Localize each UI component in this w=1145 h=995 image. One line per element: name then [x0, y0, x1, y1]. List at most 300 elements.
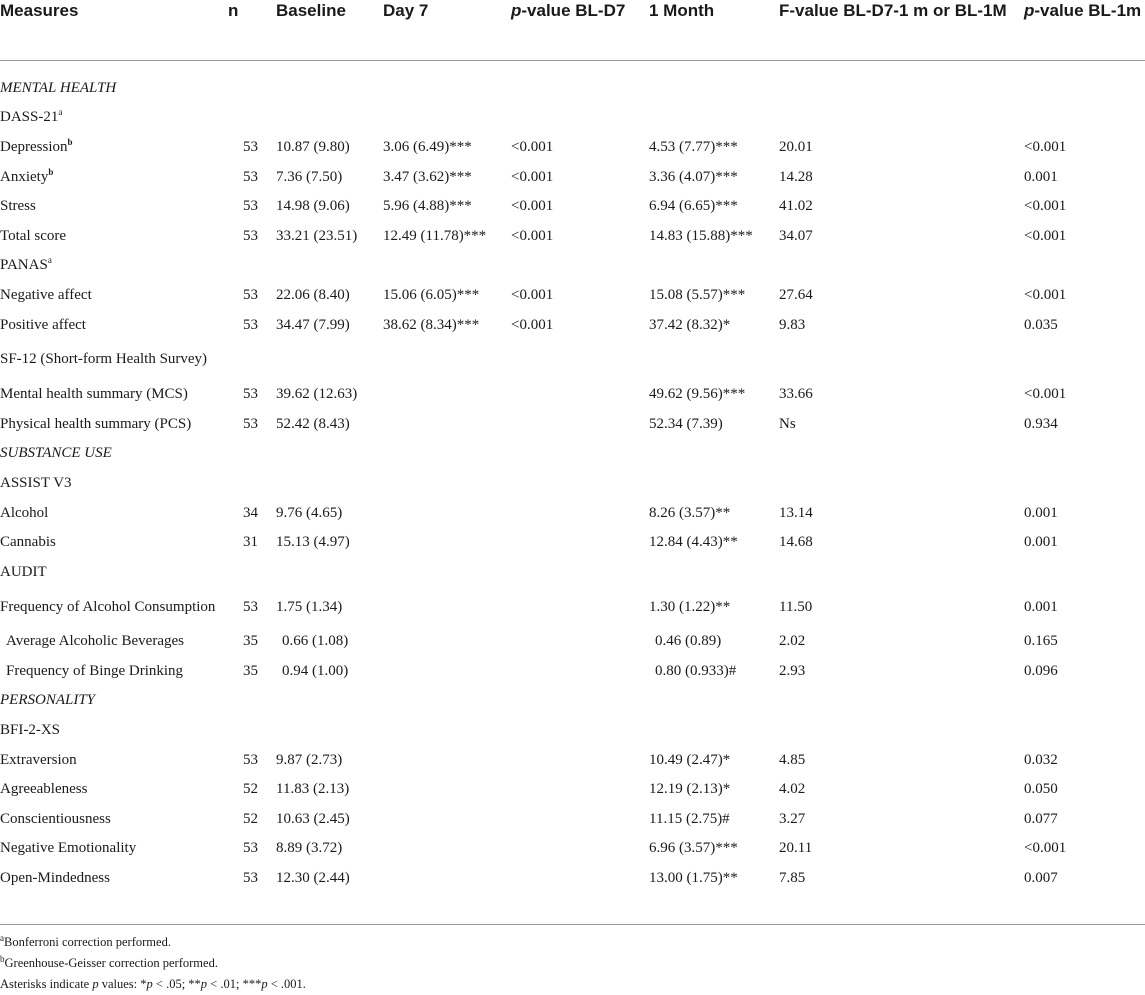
cell-day7 [383, 587, 511, 627]
measure-label-text: SF-12 (Short-form Health Survey) [0, 351, 208, 368]
note-asterisks-text: < .01; *** [207, 977, 262, 991]
cell-baseline: 1.75 (1.34) [276, 598, 343, 615]
footnote-marker: a [47, 255, 52, 266]
header-p-bl-1m-italic: p [1024, 1, 1035, 20]
table-row [0, 863, 1145, 893]
note-a-marker: a [0, 932, 4, 943]
measure-label-text: Depression [0, 138, 68, 155]
measure-label-text: Cannabis [0, 534, 56, 551]
group-row [0, 468, 1145, 498]
note-asterisks-p: p [200, 977, 208, 991]
cell-p-d7: <0.001 [511, 138, 554, 155]
cell-p-d7 [511, 339, 649, 379]
table-row [0, 834, 1145, 864]
cell-n [228, 251, 276, 281]
cell-f [779, 61, 1024, 103]
measure-label [0, 251, 228, 281]
note-b [0, 953, 1145, 974]
measure-label [0, 527, 228, 557]
cell-p-d7 [511, 774, 649, 804]
cell-month1 [649, 439, 779, 469]
measure-label [0, 379, 228, 409]
cell-baseline [276, 339, 383, 379]
cell-n: 53 [243, 386, 258, 403]
cell-month1 [649, 339, 779, 379]
cell-f: 34.07 [779, 227, 813, 244]
cell-p-d7 [511, 409, 649, 439]
cell-day7 [383, 439, 511, 469]
cell-day7 [383, 103, 511, 133]
cell-n: 53 [243, 198, 258, 215]
cell-p-d7 [511, 557, 649, 587]
cell-n: 53 [243, 598, 258, 615]
table-row [0, 162, 1145, 192]
measure-label [0, 557, 228, 587]
cell-p-1m: <0.001 [1024, 138, 1067, 155]
cell-n: 53 [243, 840, 258, 857]
measure-label-text: Stress [0, 198, 36, 215]
cell-n: 31 [243, 534, 258, 551]
note-a-text: Bonferroni correction performed. [4, 935, 171, 949]
cell-f: 27.64 [779, 286, 813, 303]
cell-f [779, 439, 1024, 469]
cell-day7 [383, 863, 511, 893]
cell-month1: 37.42 (8.32)* [649, 316, 731, 333]
header-1month: 1 Month [649, 0, 779, 61]
table-row [0, 627, 1145, 657]
cell-day7 [383, 656, 511, 686]
header-p-bl-d7 [511, 0, 649, 61]
table-body [0, 61, 1145, 893]
cell-f: 14.68 [779, 534, 813, 551]
header-fvalue: F-value BL-D7-1 m or BL-1M [779, 0, 1024, 61]
note-asterisks-p: p [92, 977, 99, 991]
footnote-marker: b [67, 136, 73, 147]
note-a [0, 932, 1145, 953]
cell-f: 7.85 [779, 870, 806, 887]
cell-f [779, 715, 1024, 745]
measure-label-text: Frequency of Binge Drinking [6, 662, 184, 679]
measure-label [0, 162, 228, 192]
cell-n: 35 [243, 633, 258, 650]
note-b-text: Greenhouse-Geisser correction performed. [4, 956, 218, 970]
cell-n [228, 439, 276, 469]
cell-month1 [649, 715, 779, 745]
cell-p-d7 [511, 587, 649, 627]
cell-p-d7 [511, 656, 649, 686]
cell-f [779, 557, 1024, 587]
footer-divider [0, 924, 1145, 925]
cell-day7 [383, 834, 511, 864]
cell-n [228, 557, 276, 587]
table-row [0, 527, 1145, 557]
cell-n: 53 [243, 751, 258, 768]
cell-n: 53 [243, 286, 258, 303]
cell-baseline: 14.98 (9.06) [276, 198, 350, 215]
cell-p-1m [1024, 468, 1145, 498]
cell-day7 [383, 527, 511, 557]
cell-baseline: 52.42 (8.43) [276, 415, 350, 432]
section-row [0, 61, 1145, 103]
note-b-marker: b [0, 953, 5, 964]
cell-n [228, 715, 276, 745]
measure-label [0, 61, 228, 103]
measure-label [0, 715, 228, 745]
cell-p-d7 [511, 379, 649, 409]
cell-p-d7 [511, 527, 649, 557]
measure-label [0, 587, 228, 627]
cell-n [228, 61, 276, 103]
measure-label [0, 439, 228, 469]
cell-p-d7 [511, 61, 649, 103]
cell-f: 20.11 [779, 840, 813, 857]
cell-day7 [383, 557, 511, 587]
note-asterisks-text: < .001. [267, 977, 306, 991]
cell-f: 2.93 [779, 662, 806, 679]
measure-label [0, 409, 228, 439]
cell-day7 [383, 498, 511, 528]
table-row [0, 191, 1145, 221]
table-row [0, 221, 1145, 251]
measure-label [0, 191, 228, 221]
cell-baseline: 9.76 (4.65) [276, 504, 343, 521]
cell-p-d7 [511, 686, 649, 716]
cell-month1: 0.80 (0.933)# [655, 662, 737, 679]
group-row [0, 103, 1145, 133]
measure-label-text: PANAS [0, 257, 48, 274]
note-asterisks-p: p [261, 977, 268, 991]
section-row [0, 686, 1145, 716]
footnote-marker: a [58, 107, 63, 118]
measure-label [0, 132, 228, 162]
measure-label [0, 804, 228, 834]
cell-month1: 1.30 (1.22)** [649, 598, 731, 615]
cell-p-d7 [511, 804, 649, 834]
measure-label-text: AUDIT [0, 563, 47, 580]
measure-label-text: SUBSTANCE USE [0, 445, 112, 462]
cell-p-d7 [511, 745, 649, 775]
table-header [0, 0, 1145, 61]
cell-day7 [383, 61, 511, 103]
measure-label [0, 468, 228, 498]
cell-p-1m: 0.050 [1024, 781, 1058, 798]
table-notes [0, 932, 1145, 995]
header-n-label: n [228, 1, 239, 20]
cell-n [228, 468, 276, 498]
cell-p-d7 [511, 468, 649, 498]
group-row [0, 715, 1145, 745]
measure-label-text: ASSIST V3 [0, 474, 72, 491]
cell-f [779, 339, 1024, 379]
cell-month1: 13.00 (1.75)** [649, 870, 738, 887]
cell-month1: 8.26 (3.57)** [649, 504, 731, 521]
cell-f: 11.50 [779, 598, 813, 615]
measure-label-text: Extraversion [0, 751, 77, 768]
cell-p-1m: 0.934 [1024, 415, 1058, 432]
cell-p-1m [1024, 686, 1145, 716]
cell-p-1m: 0.001 [1024, 504, 1058, 521]
header-n [228, 0, 276, 61]
cell-month1 [649, 686, 779, 716]
cell-day7 [383, 251, 511, 281]
cell-day7 [383, 379, 511, 409]
table-row [0, 587, 1145, 627]
cell-p-d7: <0.001 [511, 198, 554, 215]
measure-label [0, 686, 228, 716]
measure-label [0, 656, 228, 686]
cell-baseline: 34.47 (7.99) [276, 316, 350, 333]
cell-f: 3.27 [779, 810, 806, 827]
table-row [0, 804, 1145, 834]
cell-f: 41.02 [779, 198, 813, 215]
header-p-bl-1m-rest: -value BL-1m [1034, 1, 1142, 20]
cell-f: 9.83 [779, 316, 806, 333]
cell-p-1m: <0.001 [1024, 386, 1067, 403]
cell-p-d7 [511, 834, 649, 864]
cell-p-1m [1024, 339, 1145, 379]
measure-label-text: Positive affect [0, 316, 86, 333]
cell-n: 53 [243, 415, 258, 432]
cell-f: 13.14 [779, 504, 813, 521]
cell-day7 [383, 774, 511, 804]
cell-n: 53 [243, 227, 258, 244]
cell-n: 52 [243, 810, 258, 827]
table-row [0, 379, 1145, 409]
cell-month1: 49.62 (9.56)*** [649, 386, 746, 403]
cell-baseline: 0.66 (1.08) [282, 633, 349, 650]
cell-baseline: 15.13 (4.97) [276, 534, 350, 551]
header-p-bl-d7-italic: p [511, 1, 522, 20]
measure-label-text: Agreeableness [0, 781, 88, 798]
cell-p-d7 [511, 251, 649, 281]
group-row [0, 557, 1145, 587]
cell-month1 [649, 468, 779, 498]
cell-baseline [276, 557, 383, 587]
cell-p-1m: 0.001 [1024, 598, 1058, 615]
cell-n: 53 [243, 316, 258, 333]
cell-f [779, 468, 1024, 498]
table-row [0, 409, 1145, 439]
cell-f: 14.28 [779, 168, 813, 185]
cell-month1: 11.15 (2.75)# [649, 810, 730, 827]
measure-label-text: MENTAL HEALTH [0, 79, 117, 96]
table-row [0, 280, 1145, 310]
cell-month1 [649, 61, 779, 103]
section-row [0, 439, 1145, 469]
cell-p-1m: 0.007 [1024, 870, 1058, 887]
header-baseline: Baseline [276, 0, 383, 61]
cell-p-d7 [511, 439, 649, 469]
header-p-bl-1m [1024, 0, 1145, 61]
cell-f: 33.66 [779, 386, 813, 403]
measure-label-text: Alcohol [0, 504, 49, 521]
cell-baseline [276, 686, 383, 716]
cell-baseline: 9.87 (2.73) [276, 751, 343, 768]
group-row [0, 339, 1145, 379]
cell-f: 4.02 [779, 781, 806, 798]
measure-label [0, 627, 228, 657]
cell-day7: 38.62 (8.34)*** [383, 316, 480, 333]
cell-p-1m: 0.001 [1024, 534, 1058, 551]
cell-baseline: 7.36 (7.50) [276, 168, 343, 185]
measure-label [0, 498, 228, 528]
table-row [0, 774, 1145, 804]
cell-baseline: 10.63 (2.45) [276, 810, 350, 827]
cell-p-1m: <0.001 [1024, 840, 1067, 857]
cell-month1: 0.46 (0.89) [655, 633, 722, 650]
cell-f: Ns [779, 415, 796, 432]
cell-month1 [649, 103, 779, 133]
cell-baseline [276, 715, 383, 745]
cell-baseline: 12.30 (2.44) [276, 870, 350, 887]
cell-month1: 10.49 (2.47)* [649, 751, 731, 768]
measure-label [0, 103, 228, 133]
cell-p-d7 [511, 103, 649, 133]
measure-label [0, 745, 228, 775]
cell-p-d7 [511, 627, 649, 657]
cell-f: 20.01 [779, 138, 813, 155]
measure-label-text: Physical health summary (PCS) [0, 415, 192, 432]
cell-baseline: 22.06 (8.40) [276, 286, 350, 303]
cell-n: 53 [243, 168, 258, 185]
group-row [0, 251, 1145, 281]
note-asterisks-text: Asterisks indicate [0, 977, 93, 991]
note-asterisks-text: values: * [98, 977, 147, 991]
cell-f [779, 103, 1024, 133]
measure-label [0, 221, 228, 251]
cell-day7: 5.96 (4.88)*** [383, 198, 472, 215]
measure-label-text: Mental health summary (MCS) [0, 386, 188, 403]
cell-n: 35 [243, 662, 258, 679]
cell-n [228, 686, 276, 716]
cell-baseline [276, 251, 383, 281]
cell-p-d7: <0.001 [511, 316, 554, 333]
measure-label-text: Total score [0, 227, 67, 244]
measure-label [0, 834, 228, 864]
cell-day7 [383, 409, 511, 439]
cell-p-d7: <0.001 [511, 227, 554, 244]
cell-p-1m: 0.001 [1024, 168, 1058, 185]
cell-baseline: 33.21 (23.51) [276, 227, 358, 244]
measure-label [0, 339, 228, 379]
cell-baseline: 10.87 (9.80) [276, 138, 350, 155]
cell-p-d7 [511, 498, 649, 528]
cell-baseline [276, 439, 383, 469]
cell-month1: 15.08 (5.57)*** [649, 286, 746, 303]
measure-label-text: Negative Emotionality [0, 840, 137, 857]
header-measures: Measures [0, 0, 228, 61]
cell-month1: 12.84 (4.43)** [649, 534, 738, 551]
cell-day7: 3.47 (3.62)*** [383, 168, 472, 185]
note-asterisks [0, 974, 1145, 995]
cell-p-1m: <0.001 [1024, 286, 1067, 303]
cell-n: 53 [243, 870, 258, 887]
cell-day7 [383, 627, 511, 657]
measure-label-text: PERSONALITY [0, 692, 96, 709]
cell-p-1m [1024, 557, 1145, 587]
cell-p-1m [1024, 715, 1145, 745]
measure-label-text: Anxiety [0, 168, 49, 185]
cell-baseline: 8.89 (3.72) [276, 840, 343, 857]
cell-p-1m [1024, 439, 1145, 469]
header-day7: Day 7 [383, 0, 511, 61]
measure-label [0, 310, 228, 340]
cell-p-1m: 0.165 [1024, 633, 1058, 650]
cell-baseline: 11.83 (2.13) [276, 781, 350, 798]
note-asterisks-text: < .05; ** [152, 977, 201, 991]
cell-n [228, 339, 276, 379]
cell-f [779, 251, 1024, 281]
cell-month1: 52.34 (7.39) [649, 415, 723, 432]
cell-baseline [276, 61, 383, 103]
cell-month1 [649, 557, 779, 587]
table-row [0, 498, 1145, 528]
cell-n: 52 [243, 781, 258, 798]
cell-day7: 12.49 (11.78)*** [383, 227, 487, 244]
cell-p-d7: <0.001 [511, 286, 554, 303]
cell-day7: 3.06 (6.49)*** [383, 138, 472, 155]
cell-p-1m [1024, 103, 1145, 133]
cell-p-1m: <0.001 [1024, 227, 1067, 244]
table-row [0, 656, 1145, 686]
cell-p-1m: 0.032 [1024, 751, 1058, 768]
cell-p-1m [1024, 251, 1145, 281]
cell-f: 2.02 [779, 633, 806, 650]
cell-p-1m: 0.035 [1024, 316, 1058, 333]
footnote-marker: b [48, 166, 54, 177]
cell-n [228, 103, 276, 133]
cell-f: 4.85 [779, 751, 806, 768]
measure-label-text: DASS-21 [0, 109, 59, 126]
cell-p-1m: <0.001 [1024, 198, 1067, 215]
cell-month1 [649, 251, 779, 281]
measure-label-text: BFI-2-XS [0, 722, 61, 739]
measure-label-text: Open-Mindedness [0, 870, 110, 887]
header-p-bl-d7-rest: -value BL-D7 [521, 1, 626, 20]
cell-day7 [383, 715, 511, 745]
cell-p-1m: 0.077 [1024, 810, 1058, 827]
cell-month1: 6.94 (6.65)*** [649, 198, 738, 215]
cell-month1: 3.36 (4.07)*** [649, 168, 738, 185]
cell-month1: 12.19 (2.13)* [649, 781, 731, 798]
cell-baseline [276, 103, 383, 133]
note-asterisks-p: p [146, 977, 153, 991]
cell-day7 [383, 339, 511, 379]
measure-label-text: Conscientiousness [0, 810, 111, 827]
cell-p-d7 [511, 863, 649, 893]
measure-label [0, 863, 228, 893]
cell-p-1m [1024, 61, 1145, 103]
cell-day7: 15.06 (6.05)*** [383, 286, 480, 303]
cell-month1: 4.53 (7.77)*** [649, 138, 738, 155]
measure-label [0, 280, 228, 310]
measure-label-text: Negative affect [0, 286, 92, 303]
cell-day7 [383, 686, 511, 716]
cell-baseline: 39.62 (12.63) [276, 386, 358, 403]
cell-p-d7 [511, 715, 649, 745]
cell-month1: 14.83 (15.88)*** [649, 227, 753, 244]
table-row [0, 745, 1145, 775]
table-row [0, 132, 1145, 162]
cell-day7 [383, 468, 511, 498]
cell-n: 34 [243, 504, 258, 521]
measure-label [0, 774, 228, 804]
cell-baseline: 0.94 (1.00) [282, 662, 349, 679]
cell-p-d7: <0.001 [511, 168, 554, 185]
measure-label-text: Frequency of Alcohol Consumption [0, 598, 216, 615]
cell-month1: 6.96 (3.57)*** [649, 840, 738, 857]
cell-p-1m: 0.096 [1024, 662, 1058, 679]
